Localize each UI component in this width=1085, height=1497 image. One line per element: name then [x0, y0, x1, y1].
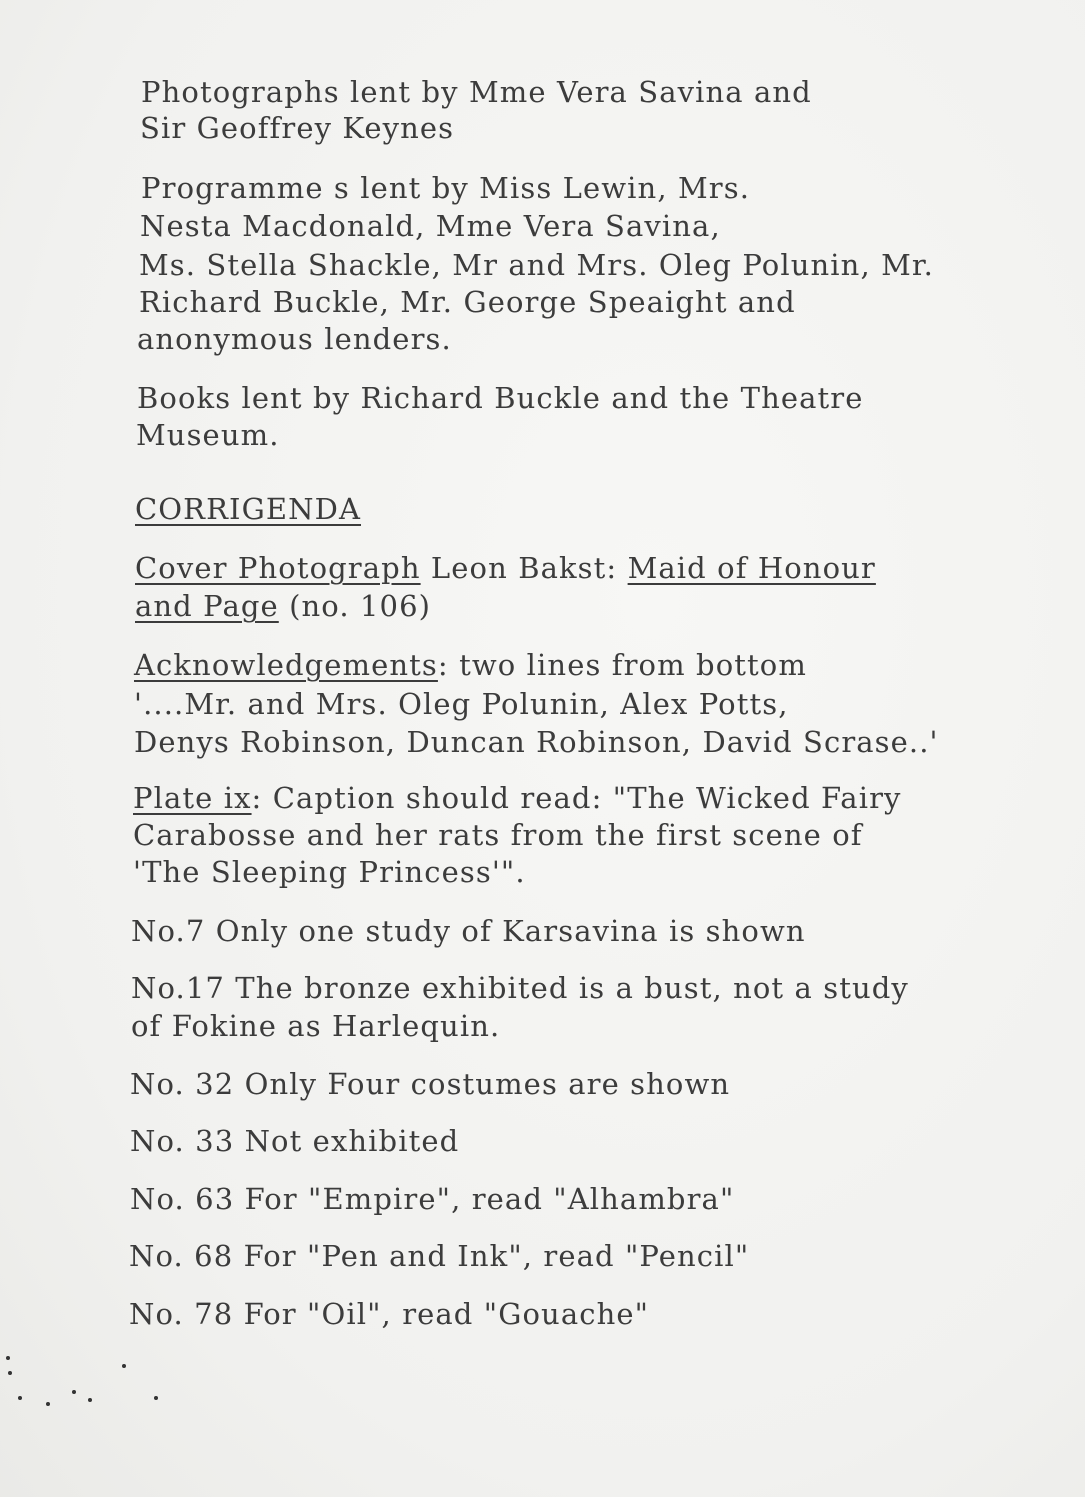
correction-no7: No.7 Only one study of Karsavina is shown	[131, 914, 806, 948]
acknowledgements-label: Acknowledgements	[134, 648, 438, 682]
plate-line-1	[133, 780, 902, 816]
correction-no78: No. 78 For "Oil", read "Gouache"	[129, 1297, 650, 1331]
scan-speck	[88, 1398, 92, 1402]
scan-speck	[18, 1396, 22, 1400]
photographs-line-2: Sir Geoffrey Keynes	[140, 111, 455, 145]
correction-no33: No. 33 Not exhibited	[130, 1124, 460, 1158]
scan-speck	[46, 1402, 50, 1406]
acknowledgements-text: : two lines from bottom	[437, 648, 807, 682]
programmes-line-5: anonymous lenders.	[137, 322, 452, 356]
correction-no32: No. 32 Only Four costumes are shown	[130, 1067, 731, 1101]
books-line-2: Museum.	[136, 418, 280, 452]
plate-text: : Caption should read: "The Wicked Fairy	[251, 781, 902, 815]
correction-no63: No. 63 For "Empire", read "Alhambra"	[130, 1182, 735, 1216]
cover-line-1	[135, 550, 876, 586]
cover-artist: Leon Bakst:	[420, 551, 628, 585]
cover-number: (no. 106)	[278, 589, 432, 623]
cover-title-part2: and Page	[135, 589, 279, 623]
scan-speck	[122, 1364, 126, 1368]
programmes-line-1: Programme s lent by Miss Lewin, Mrs.	[141, 171, 751, 205]
plate-line-3: 'The Sleeping Princess'".	[133, 855, 526, 889]
correction-no68: No. 68 For "Pen and Ink", read "Pencil"	[129, 1239, 750, 1273]
plate-label: Plate ix	[133, 781, 252, 815]
books-line-1: Books lent by Richard Buckle and the Theatre	[137, 381, 864, 415]
cover-label: Cover Photograph	[135, 551, 421, 585]
scan-speck	[72, 1390, 76, 1394]
correction-no17-line-2: of Fokine as Harlequin.	[131, 1009, 501, 1043]
programmes-line-2: Nesta Macdonald, Mme Vera Savina,	[140, 209, 721, 243]
acknowledgements-line-2: '....Mr. and Mrs. Oleg Polunin, Alex Potts,	[134, 687, 789, 721]
cover-line-2	[135, 588, 431, 624]
scan-speck	[6, 1356, 10, 1360]
programmes-line-4: Richard Buckle, Mr. George Speaight and	[139, 285, 796, 319]
photographs-line-1: Photographs lent by Mme Vera Savina and	[141, 75, 812, 109]
scan-speck	[8, 1371, 12, 1375]
plate-line-2: Carabosse and her rats from the first scene of	[133, 818, 863, 852]
acknowledgements-line-3: Denys Robinson, Duncan Robinson, David Scrase..'	[134, 725, 939, 759]
corrigenda-heading: CORRIGENDA	[135, 492, 361, 526]
programmes-line-3: Ms. Stella Shackle, Mr and Mrs. Oleg Polunin, Mr.	[139, 248, 934, 282]
acknowledgements-line-1	[134, 647, 807, 683]
cover-title-part1: Maid of Honour	[627, 551, 876, 585]
correction-no17-line-1: No.17 The bronze exhibited is a bust, not a study	[131, 971, 909, 1005]
scan-speck	[154, 1396, 158, 1400]
